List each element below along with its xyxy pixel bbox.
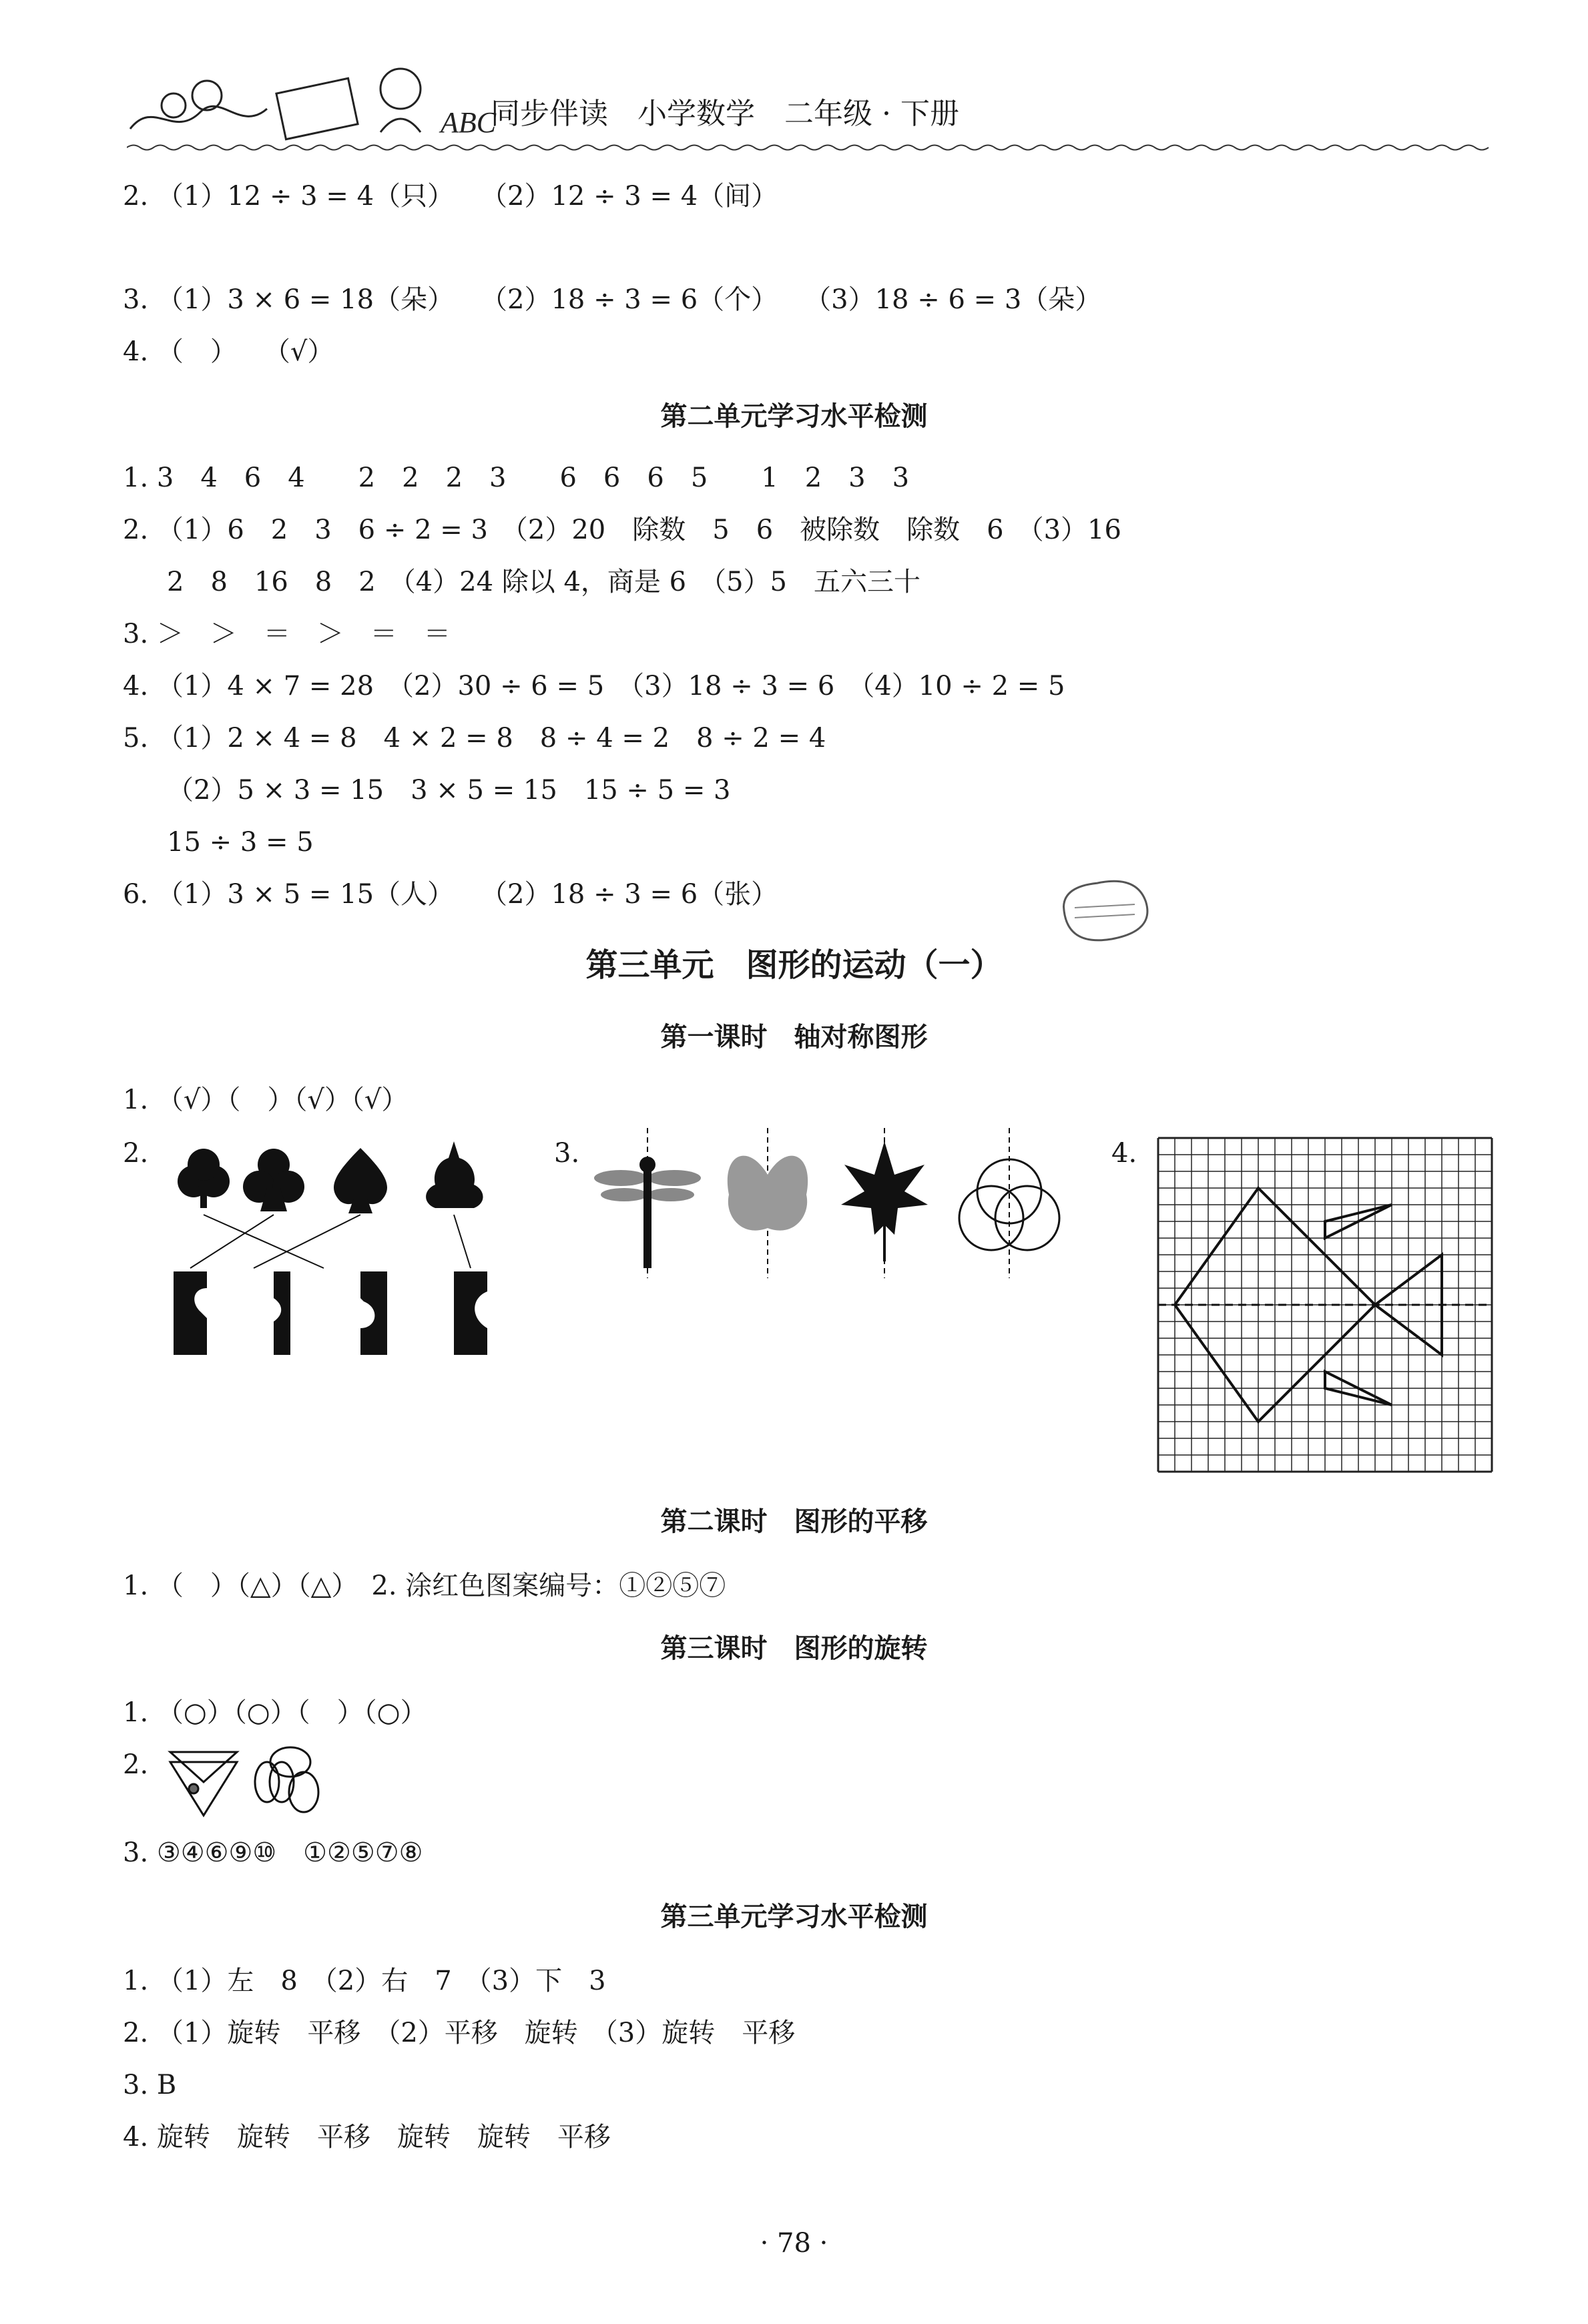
lesson-heading: 第二课时 图形的平移 [660,1506,928,1537]
dragonfly-icon [594,1128,701,1278]
spade-icon [334,1148,387,1213]
section-heading: 第二单元学习水平检测 [660,400,928,432]
grid-figure [1155,1135,1502,1475]
club-icon [243,1149,304,1211]
lesson-heading: 第一课时 轴对称图形 [660,1021,928,1053]
answer-line: 4. （ ） （√） [123,336,334,367]
half-shape-2 [274,1271,290,1355]
answer-line: 3. ＞ ＞ ＝ ＞ ＝ ＝ [123,619,451,649]
header-decoration [127,59,501,146]
answer-line: 1. （○）（○）（ ）（○） [123,1697,427,1728]
answer-line: 1. （ ）（△）（△） 2. 涂红色图案编号：①②⑤⑦ [123,1570,726,1601]
question-number: 2. [123,1138,149,1169]
answer-line: （2）5 × 3 = 15 3 × 5 = 15 15 ÷ 5 = 3 [167,775,731,806]
answer-line: 4. （1）4 × 7 = 28 （2）30 ÷ 6 = 5 （3）18 ÷ 3 = 6 （4）10 ÷ 2 = 5 [123,671,1065,701]
maple-leaf-icon [841,1128,928,1278]
answer-line: 1. 3 4 6 4 2 2 2 3 6 6 6 5 1 2 3 3 [123,463,910,493]
symmetry-figure [587,1128,1081,1281]
lesson-heading: 第三课时 图形的旋转 [660,1633,928,1664]
answer-line: 4. 旋转 旋转 平移 旋转 旋转 平移 [123,2122,611,2152]
stamp-logo [1055,874,1155,948]
section-heading: 第三单元学习水平检测 [660,1901,928,1932]
answer-line: 3. （1）3 × 6 = 18（朵） （2）18 ÷ 3 = 6（个） （3）18 ÷ 6 = 3（朵） [123,284,1102,315]
rotation-figure [167,1742,327,1822]
half-shape-1 [174,1271,207,1355]
answer-line: 3. B [123,2070,177,2100]
header-rule [127,142,1502,152]
matching-figure [160,1128,521,1368]
dome-icon [426,1141,483,1208]
answer-line: 1. （√）（ ）（√）（√） [123,1085,409,1115]
header-vine-icon [127,59,501,146]
answer-line: 2 8 16 8 2 （4）24 除以 4，商是 6 （5）5 五六三十 [167,567,920,597]
unit-title: 第三单元 图形的运动（一） [585,946,1003,984]
butterfly-icon [728,1128,808,1278]
answer-line: 2. （1）12 ÷ 3 = 4（只） （2）12 ÷ 3 = 4（间） [123,181,778,212]
answer-line: 6. （1）3 × 5 = 15（人） （2）18 ÷ 3 = 6（张） [123,879,778,910]
answer-line: 2. （1）旋转 平移 （2）平移 旋转 （3）旋转 平移 [123,2018,796,2048]
question-number: 4. [1111,1138,1137,1169]
circles-icon [959,1128,1059,1278]
half-shape-4 [454,1271,487,1355]
answer-line: 3. ③④⑥⑨⑩ ①②⑤⑦⑧ [123,1837,423,1868]
triangle-icon [170,1752,237,1815]
answer-line: 15 ÷ 3 = 5 [167,827,314,858]
answer-line: 1. （1）左 8 （2）右 7 （3）下 3 [123,1966,606,1996]
question-number: 3. [554,1138,580,1169]
flower-rotation-icon [255,1747,318,1812]
clover-icon [178,1149,230,1208]
page-number: · 78 · [760,2228,828,2259]
svg-text:ABC: ABC [441,106,497,139]
half-shape-3 [360,1271,387,1355]
answer-line: 2. （1）6 2 3 6 ÷ 2 = 3 （2）20 除数 5 6 被除数 除数 6 （3）16 [123,515,1121,545]
question-number: 2. [123,1749,149,1780]
answer-line: 5. （1）2 × 4 = 8 4 × 2 = 8 8 ÷ 4 = 2 8 ÷ 2 = 4 [123,723,826,754]
book-title: 同步伴读 小学数学 二年级 · 下册 [491,97,959,131]
